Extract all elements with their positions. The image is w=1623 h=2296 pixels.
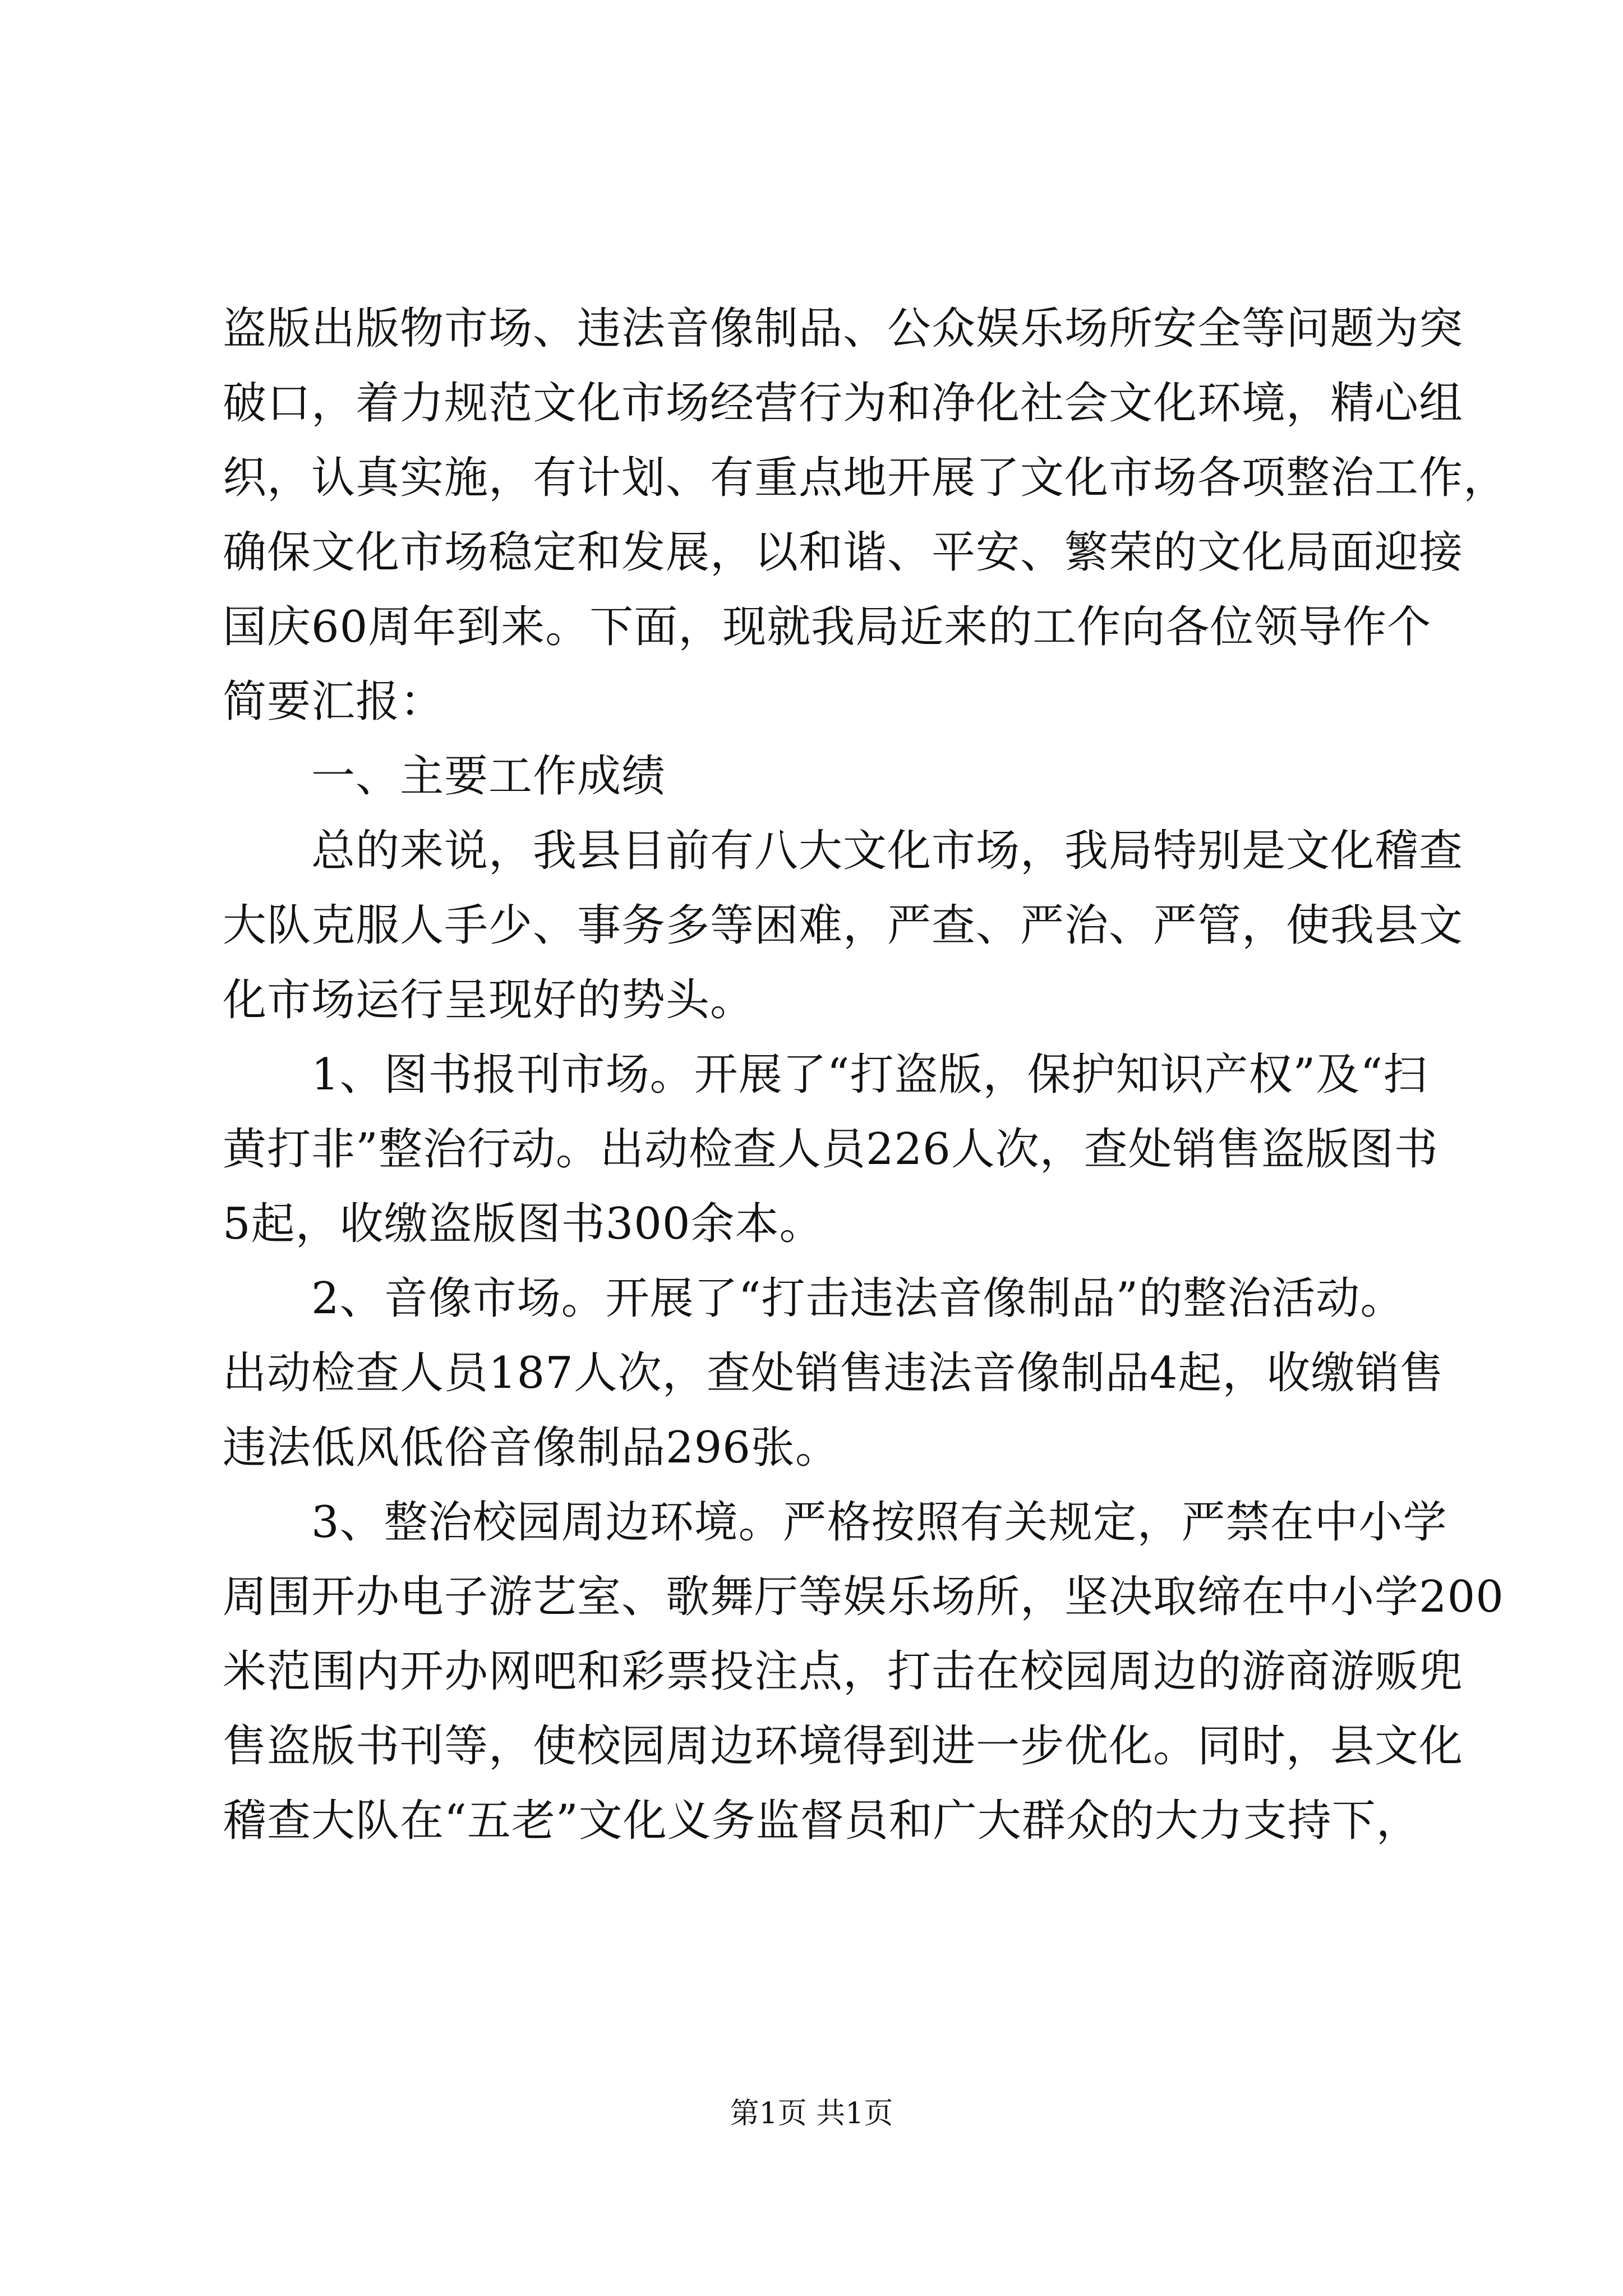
document-body xyxy=(223,292,1508,1858)
paragraph-line: 3、整治校园周边环境。严格按照有关规定，严禁在中小学 xyxy=(311,1497,1447,1548)
paragraph-line: 2、音像市场。开展了“打击违法音像制品”的整治活动。 xyxy=(311,1273,1405,1324)
paragraph-line: 5起，收缴盗版图书300余本。 xyxy=(223,1199,824,1249)
paragraph-line: 确保文化市场稳定和发展，以和谐、平安、繁荣的文化局面迎接 xyxy=(223,527,1464,578)
paragraph-line: 盗版出版物市场、违法音像制品、公众娱乐场所安全等问题为突 xyxy=(223,303,1464,354)
paragraph-line: 化市场运行呈现好的势头。 xyxy=(223,975,755,1025)
paragraph-line: 破口，着力规范文化市场经营行为和净化社会文化环境，精心组 xyxy=(223,378,1464,429)
paragraph-line: 1、图书报刊市场。开展了“打盗版，保护知识产权”及“扫 xyxy=(311,1050,1428,1100)
paragraph-line: 黄打非”整治行动。出动检查人员226人次，查处销售盗版图书 xyxy=(223,1124,1438,1175)
paragraph-line: 出动检查人员187人次，查处销售违法音像制品4起，收缴销售 xyxy=(223,1348,1444,1398)
paragraph-line: 织，认真实施，有计划、有重点地开展了文化市场各项整治工作， xyxy=(223,453,1508,503)
page-number-label: 第1页 共1页 xyxy=(730,2097,893,2131)
paragraph-line: 总的来说，我县目前有八大文化市场，我局特别是文化稽查 xyxy=(311,826,1464,876)
paragraph-line: 周围开办电子游艺室、歌舞厅等娱乐场所，坚决取缔在中小学200 xyxy=(223,1572,1504,1622)
paragraph-line: 米范围内开办网吧和彩票投注点，打击在校园周边的游商游贩兜 xyxy=(223,1646,1464,1697)
paragraph-line: 违法低风低俗音像制品296张。 xyxy=(223,1423,840,1473)
section-heading: 一、主要工作成绩 xyxy=(311,751,666,802)
paragraph-line: 稽查大队在“五老”文化义务监督员和广大群众的大力支持下， xyxy=(223,1796,1421,1846)
page-footer xyxy=(0,2094,1623,2133)
paragraph-line: 大队克服人手少、事务多等困难，严查、严治、严管，使我县文 xyxy=(223,900,1464,951)
paragraph-line: 国庆60周年到来。下面，现就我局近来的工作向各位领导作个 xyxy=(223,602,1432,652)
paragraph-line: 简要汇报： xyxy=(223,677,445,727)
paragraph-line: 售盗版书刊等，使校园周边环境得到进一步优化。同时，县文化 xyxy=(223,1721,1464,1772)
